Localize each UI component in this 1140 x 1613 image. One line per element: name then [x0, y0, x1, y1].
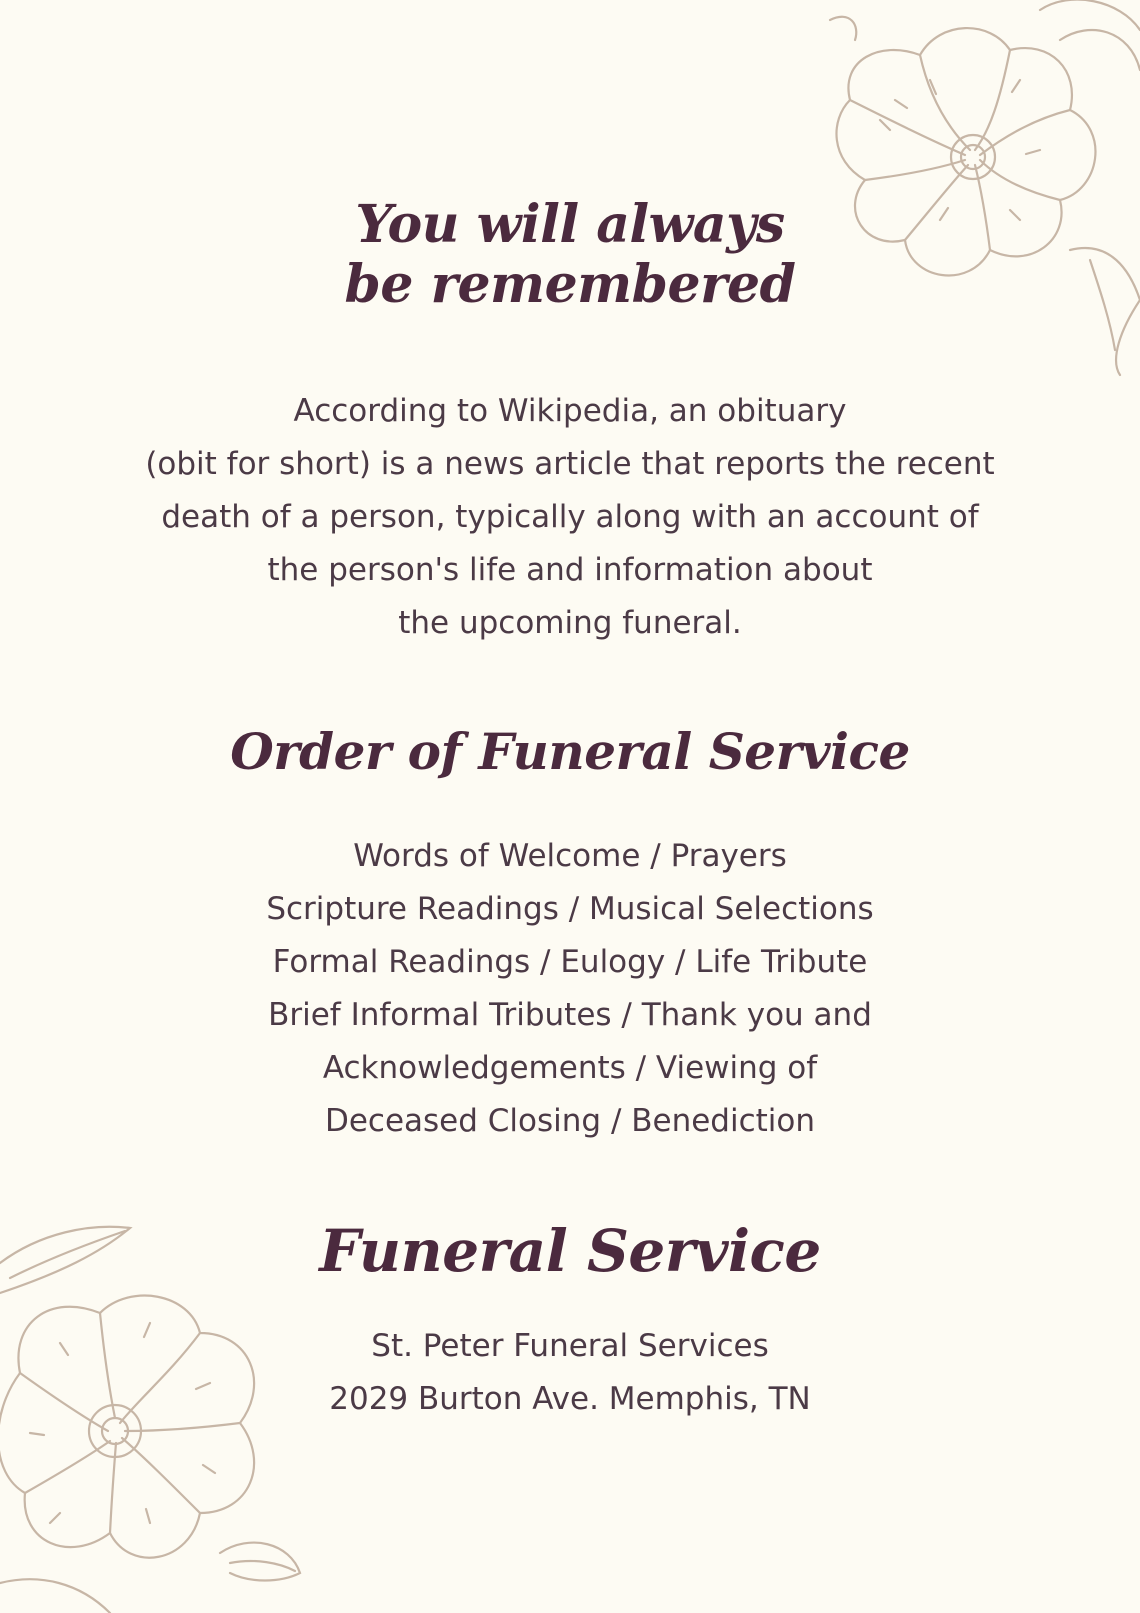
memorial-heading-line-2: be remembered: [344, 254, 796, 315]
order-item: Deceased Closing / Benediction: [324, 1103, 816, 1139]
floral-corner-top-right-icon: [810, 0, 1140, 380]
order-item: Scripture Readings / Musical Selections: [266, 891, 874, 927]
intro-line: the upcoming funeral.: [398, 605, 742, 641]
intro-line: According to Wikipedia, an obituary: [293, 393, 847, 429]
order-item: Words of Welcome / Prayers: [353, 838, 787, 874]
memorial-heading-line-1: You will always: [355, 194, 785, 255]
venue-address: 2029 Burton Ave. Memphis, TN: [329, 1381, 811, 1417]
funeral-service-title: Funeral Service: [319, 1217, 821, 1285]
order-of-service-list: [100, 830, 1040, 1148]
memorial-heading: [0, 195, 1140, 315]
order-item: Acknowledgements / Viewing of: [322, 1050, 818, 1086]
order-of-service-title: Order of Funeral Service: [230, 722, 910, 781]
order-item: Brief Informal Tributes / Thank you and: [268, 997, 872, 1033]
intro-paragraph: [60, 385, 1080, 650]
intro-line: death of a person, typically along with an account of: [161, 499, 979, 535]
venue-name: St. Peter Funeral Services: [371, 1328, 769, 1364]
order-item: Formal Readings / Eulogy / Life Tribute: [272, 944, 868, 980]
intro-line: the person's life and information about: [267, 552, 873, 588]
intro-line: (obit for short) is a news article that reports the recent: [145, 446, 995, 482]
funeral-service-address: [100, 1320, 1040, 1426]
